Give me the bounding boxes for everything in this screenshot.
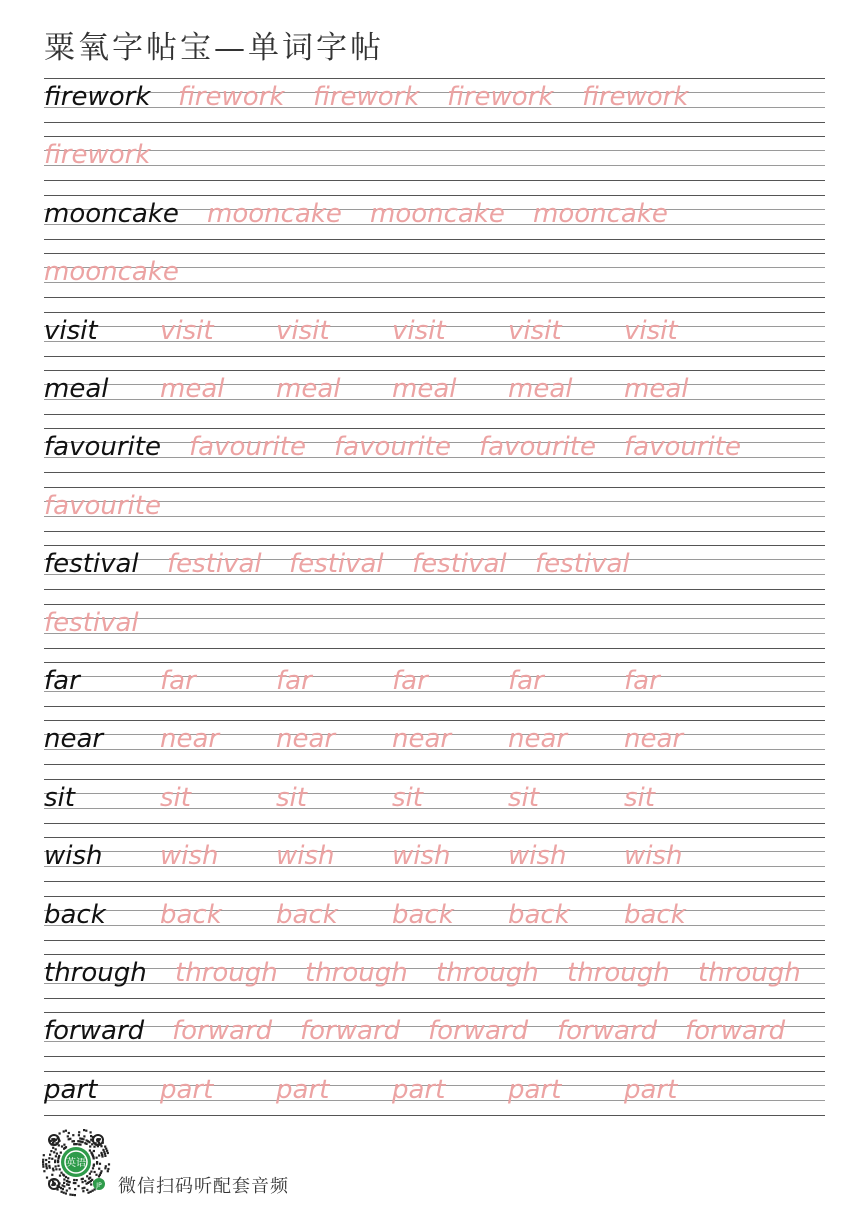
trace-word: favourite [44,491,161,521]
practice-row [44,1012,825,1056]
qr-logo-text: 英语 [66,1158,86,1169]
practice-row [44,370,825,414]
trace-word: far [624,666,660,696]
model-word: far [44,666,80,696]
trace-word: firework [44,140,151,170]
guide-line [44,823,825,824]
guide-line [44,545,825,546]
trace-word: wish [508,841,567,871]
trace-word: far [392,666,428,696]
trace-word: sit [276,783,307,813]
trace-word: favourite [334,432,451,462]
trace-word: forward [172,1016,273,1046]
trace-word: sit [624,783,655,813]
trace-word: mooncake [370,199,505,229]
guide-line [44,720,825,721]
guide-line [44,516,825,517]
model-word: near [44,724,104,754]
practice-row [44,662,825,706]
guide-line [44,195,825,196]
trace-word: visit [392,316,446,346]
trace-word: through [305,958,408,988]
trace-word: far [508,666,544,696]
practice-row [44,253,825,297]
guide-line [44,531,825,532]
model-word: part [44,1075,98,1105]
trace-word: back [508,900,570,930]
practice-row [44,896,825,940]
model-word: festival [44,549,139,579]
trace-word: near [160,724,220,754]
guide-line [44,428,825,429]
practice-row [44,312,825,356]
guide-line [44,764,825,765]
guide-line [44,1056,825,1057]
trace-word: festival [167,549,262,579]
qr-corner-text: JP [96,1182,102,1189]
guide-line [44,136,825,137]
guide-line [44,648,825,649]
practice-row [44,779,825,823]
practice-row [44,604,825,648]
guide-line [44,779,825,780]
guide-line [44,896,825,897]
guide-line [44,370,825,371]
guide-line [44,618,825,619]
trace-word: sit [508,783,539,813]
footer [40,1126,340,1198]
guide-line [44,837,825,838]
trace-word: meal [276,374,341,404]
trace-word: visit [160,316,214,346]
trace-word: part [624,1075,678,1105]
guide-line [44,501,825,502]
guide-line [44,312,825,313]
guide-line [44,662,825,663]
trace-word: wish [160,841,219,871]
model-word: sit [44,783,75,813]
guide-line [44,706,825,707]
trace-word: back [624,900,686,930]
trace-word: back [276,900,338,930]
guide-line [44,633,825,634]
model-word: favourite [44,432,161,462]
model-word: mooncake [44,199,179,229]
practice-row [44,136,825,180]
trace-word: forward [685,1016,786,1046]
trace-word: festival [289,549,384,579]
trace-word: near [624,724,684,754]
trace-word: firework [178,82,285,112]
trace-word: through [567,958,670,988]
trace-word: through [436,958,539,988]
trace-word: forward [557,1016,658,1046]
trace-word: wish [276,841,335,871]
trace-word: festival [412,549,507,579]
worksheet-title: 粟氧字帖宝—单词字帖 [44,30,384,66]
trace-word: meal [624,374,689,404]
practice-row [44,78,825,122]
guide-line [44,940,825,941]
trace-word: forward [300,1016,401,1046]
trace-word: firework [313,82,420,112]
practice-row [44,195,825,239]
trace-word: far [276,666,312,696]
trace-word: wish [392,841,451,871]
trace-word: visit [624,316,678,346]
practice-row [44,545,825,589]
trace-word: favourite [479,432,596,462]
trace-word: festival [44,608,139,638]
guide-line [44,180,825,181]
guide-line [44,589,825,590]
trace-word: back [160,900,222,930]
guide-line [44,356,825,357]
trace-word: part [276,1075,330,1105]
model-word: forward [44,1016,145,1046]
guide-line [44,1012,825,1013]
guide-line [44,253,825,254]
trace-word: sit [160,783,191,813]
guide-line [44,472,825,473]
guide-line [44,122,825,123]
guide-line [44,107,825,108]
model-word: meal [44,374,109,404]
model-word: wish [44,841,103,871]
trace-word: near [276,724,336,754]
guide-line [44,239,825,240]
trace-word: forward [428,1016,529,1046]
trace-word: through [175,958,278,988]
guide-line [44,604,825,605]
trace-word: meal [392,374,457,404]
audio-caption: 微信扫码听配套音频 [118,1176,289,1197]
guide-line [44,998,825,999]
guide-line [44,150,825,151]
trace-word: festival [535,549,630,579]
trace-word: part [392,1075,446,1105]
trace-word: back [392,900,454,930]
trace-word: through [698,958,801,988]
guide-line [44,1115,825,1116]
model-word: firework [44,82,151,112]
guide-line [44,414,825,415]
practice-row [44,1071,825,1115]
model-word: back [44,900,106,930]
trace-word: visit [276,316,330,346]
guide-line [44,297,825,298]
practice-row [44,487,825,531]
trace-word: mooncake [207,199,342,229]
trace-word: favourite [189,432,306,462]
model-word: through [44,958,147,988]
guide-line [44,1071,825,1072]
trace-word: firework [447,82,554,112]
qr-code [40,1126,112,1198]
trace-word: mooncake [44,257,179,287]
trace-word: part [160,1075,214,1105]
trace-word: far [160,666,196,696]
guide-line [44,881,825,882]
practice-row [44,954,825,998]
trace-word: near [508,724,568,754]
trace-word: meal [160,374,225,404]
practice-row [44,428,825,472]
trace-word: visit [508,316,562,346]
guide-line [44,487,825,488]
practice-row [44,837,825,881]
trace-word: favourite [624,432,741,462]
practice-row [44,720,825,764]
trace-word: wish [624,841,683,871]
handwriting-sheet [44,78,825,1115]
trace-word: sit [392,783,423,813]
guide-line [44,954,825,955]
trace-word: firework [582,82,689,112]
trace-word: part [508,1075,562,1105]
guide-line [44,165,825,166]
model-word: visit [44,316,98,346]
trace-word: meal [508,374,573,404]
guide-line [44,92,825,93]
trace-word: near [392,724,452,754]
guide-line [44,78,825,79]
trace-word: mooncake [533,199,668,229]
